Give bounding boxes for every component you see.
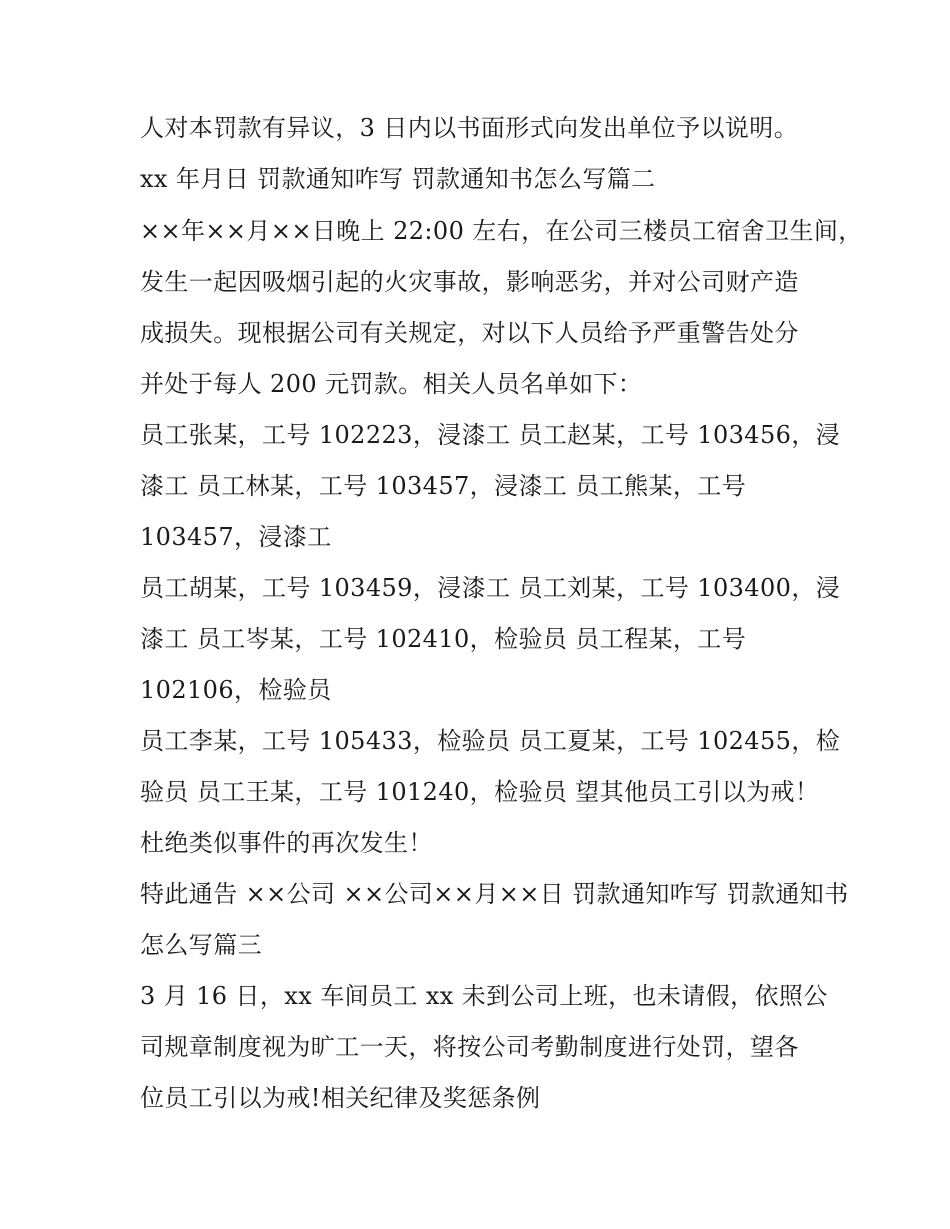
text-line: 102106，检验员 <box>140 676 332 704</box>
text-line: 漆工 员工岑某，工号 102410，检验员 员工程某，工号 <box>140 625 747 653</box>
text-line: 验员 员工王某，工号 101240，检验员 望其他员工引以为戒！ <box>140 778 820 806</box>
text-line: 员工胡某，工号 103459，浸漆工 员工刘某，工号 103400，浸 <box>140 574 841 602</box>
text-line: 位员工引以为戒!相关纪律及奖惩条例 <box>140 1084 541 1112</box>
text-line: 员工张某，工号 102223，浸漆工 员工赵某，工号 103456，浸 <box>140 421 841 449</box>
text-line: 怎么写篇三 <box>140 931 262 959</box>
text-line: 成损失。现根据公司有关规定，对以下人员给予严重警告处分 <box>140 319 799 347</box>
text-line: 人对本罚款有异议，3 日内以书面形式向发出单位予以说明。 <box>140 114 799 142</box>
text-line: 员工李某，工号 105433，检验员 员工夏某，工号 102455，检 <box>140 727 841 755</box>
section-heading-2: xx 年月日 罚款通知咋写 罚款通知书怎么写篇二 <box>140 165 656 193</box>
text-line: 并处于每人 200 元罚款。相关人员名单如下： <box>140 370 643 398</box>
text-line: 杜绝类似事件的再次发生！ <box>140 829 433 857</box>
text-line: 3 月 16 日，xx 车间员工 xx 未到公司上班，也未请假，依照公 <box>140 982 828 1010</box>
text-line: 司规章制度视为旷工一天，将按公司考勤制度进行处罚，望各 <box>140 1033 799 1061</box>
text-line: 103457，浸漆工 <box>140 523 332 551</box>
text-line: 发生一起因吸烟引起的火灾事故，影响恶劣，并对公司财产造 <box>140 268 799 296</box>
text-line: 漆工 员工林某，工号 103457，浸漆工 员工熊某，工号 <box>140 472 747 500</box>
section-heading-3: 特此通告 ××公司 ××公司××月××日 罚款通知咋写 罚款通知书 <box>140 880 849 908</box>
text-line: ××年××月××日晚上 22:00 左右，在公司三楼员工宿舍卫生间， <box>140 217 863 245</box>
